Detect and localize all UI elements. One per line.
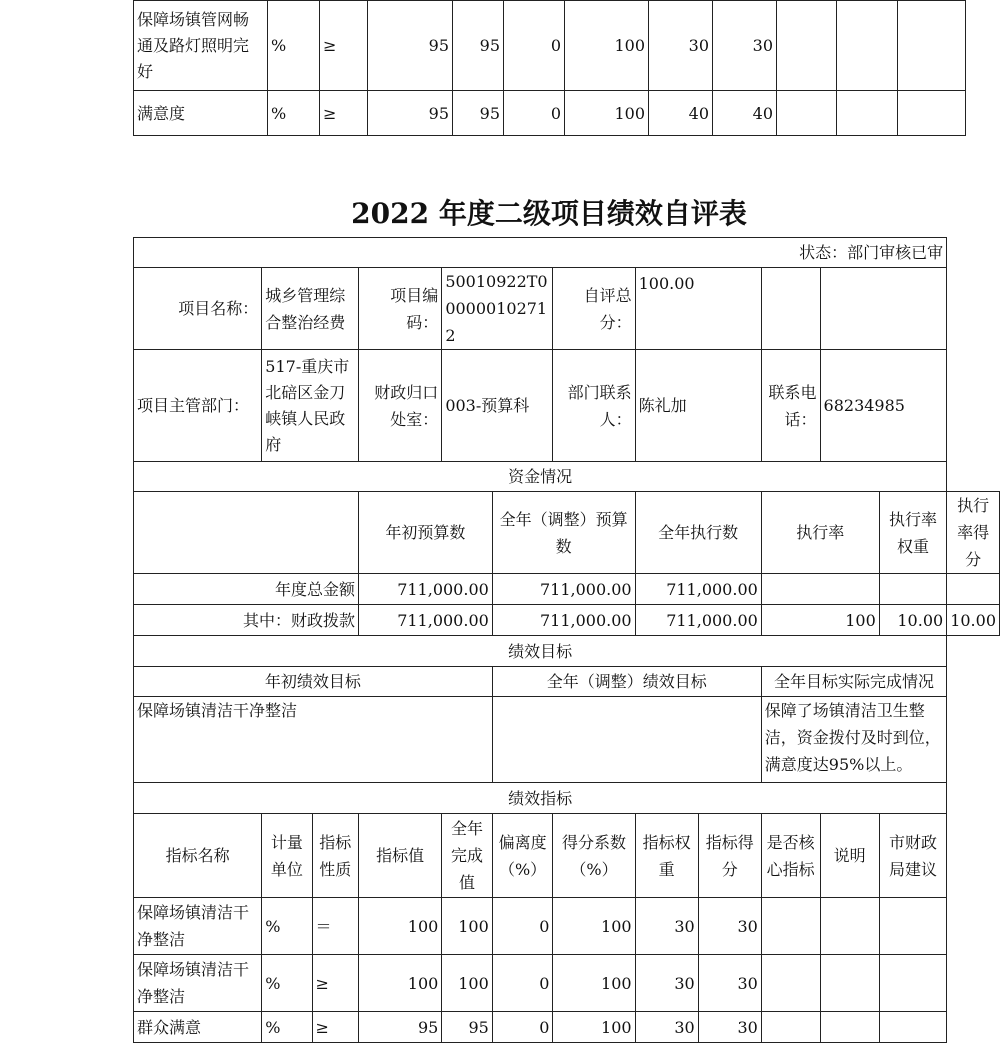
indicator-deviation: 0 [504,91,565,136]
funds-header: 全年执行数 [635,492,761,574]
indicator-core [777,1,837,91]
indicator-nature: ≥ [320,91,368,136]
empty-cell [761,268,820,350]
funds-header: 年初预算数 [359,492,493,574]
indicator-header: 指标名称 [134,814,262,898]
dept-label: 项目主管部门： [134,350,262,462]
funds-initial: 711,000.00 [359,574,493,605]
funds-initial: 711,000.00 [359,605,493,636]
indicator-name: 满意度 [134,91,268,136]
indicator-weight: 30 [649,1,713,91]
funds-adjusted: 711,000.00 [492,574,635,605]
funds-section-title: 资金情况 [134,462,947,492]
funds-weight [879,574,946,605]
indicator-header: 说明 [820,814,879,898]
phone-number: 68234985 [820,350,947,462]
indicator-header: 指标性质 [312,814,359,898]
phone-label: 联系电话： [761,350,820,462]
self-score-label: 自评总分： [553,268,635,350]
indicator-header: 市财政局建议 [879,814,946,898]
dept-info-row [134,350,1000,462]
indicator-core [777,91,837,136]
top-continuation-table [133,0,966,136]
indicator-score: 30 [698,898,761,955]
indicator-deviation: 0 [492,955,553,1012]
table-row [134,574,1000,605]
indicator-unit: % [268,1,320,91]
indicator-suggestion [879,898,946,955]
indicator-name: 保障场镇管网畅通及路灯照明完好 [134,1,268,91]
indicator-nature: ≥ [312,955,359,1012]
indicator-suggestion [879,955,946,1012]
indicator-target: 100 [359,955,442,1012]
indicator-coef: 100 [565,1,649,91]
indicator-suggestion [879,1012,946,1043]
indicators-header-row [134,814,1000,898]
indicator-name: 群众满意 [134,1012,262,1043]
indicator-unit: % [262,1012,312,1043]
funds-score: 10.00 [947,605,1000,636]
table-row [134,898,1000,955]
funds-rate [761,574,879,605]
project-name: 城乡管理综合整治经费 [262,268,359,350]
indicator-coef: 100 [553,955,635,1012]
table-row [134,605,1000,636]
funds-weight: 10.00 [879,605,946,636]
funds-header: 全年（调整）预算数 [492,492,635,574]
indicators-section-row [134,783,1000,814]
project-name-label: 项目名称： [134,268,262,350]
indicator-weight: 30 [635,955,698,1012]
funds-section-row [134,462,1000,492]
empty-cell [134,492,359,574]
indicator-actual: 95 [442,1012,492,1043]
indicator-header: 得分系数（%） [553,814,635,898]
indicator-suggestion [898,1,966,91]
indicator-unit: % [262,955,312,1012]
indicator-coef: 100 [565,91,649,136]
finance-label: 财政归口处室： [359,350,442,462]
funds-executed: 711,000.00 [635,605,761,636]
indicator-note [820,955,879,1012]
indicator-weight: 40 [649,91,713,136]
contact-name: 陈礼加 [635,350,761,462]
self-evaluation-table [133,237,1000,1043]
indicator-nature: ≥ [320,1,368,91]
indicator-core [761,898,820,955]
indicator-header: 指标值 [359,814,442,898]
goals-header: 全年目标实际完成情况 [761,667,946,697]
indicator-header: 计量单位 [262,814,312,898]
indicator-header: 全年完成值 [442,814,492,898]
indicator-actual: 95 [453,91,504,136]
table-row [134,955,1000,1012]
table-row [134,91,966,136]
funds-header: 执行率权重 [879,492,946,574]
dept-name: 517-重庆市北碚区金刀峡镇人民政府 [262,350,359,462]
indicator-header: 偏离度（%） [492,814,553,898]
indicator-score: 30 [698,955,761,1012]
indicator-header: 指标权重 [635,814,698,898]
indicator-actual: 95 [453,1,504,91]
goals-header-row [134,667,1000,697]
indicator-target: 100 [359,898,442,955]
indicator-deviation: 0 [492,1012,553,1043]
indicator-target: 95 [368,1,453,91]
indicator-score: 40 [713,91,777,136]
indicator-actual: 100 [442,955,492,1012]
indicator-core [761,955,820,1012]
indicator-unit: % [262,898,312,955]
indicator-core [761,1012,820,1043]
status-text: 状态：部门审核已审 [134,238,947,268]
indicator-note [820,898,879,955]
indicator-suggestion [898,91,966,136]
goal-initial: 保障场镇清洁干净整洁 [134,697,493,783]
funds-score [947,574,1000,605]
indicator-unit: % [268,91,320,136]
funds-header: 执行率 [761,492,879,574]
self-score: 100.00 [635,268,761,350]
goals-content-row [134,697,1000,783]
funds-adjusted: 711,000.00 [492,605,635,636]
indicator-header: 是否核心指标 [761,814,820,898]
indicator-nature: ＝ [312,898,359,955]
indicator-name: 保障场镇清洁干净整洁 [134,898,262,955]
indicator-note [837,1,898,91]
indicator-note [820,1012,879,1043]
indicator-name: 保障场镇清洁干净整洁 [134,955,262,1012]
project-code-label: 项目编码： [359,268,442,350]
indicator-weight: 30 [635,898,698,955]
project-code: 50010922T000000102712 [442,268,553,350]
indicator-target: 95 [368,91,453,136]
goals-header: 全年（调整）绩效目标 [492,667,761,697]
indicators-section-title: 绩效指标 [134,783,947,814]
goals-section-row [134,636,1000,667]
indicator-note [837,91,898,136]
empty-cell [820,268,947,350]
indicator-weight: 30 [635,1012,698,1043]
goal-adjusted [492,697,761,783]
indicator-actual: 100 [442,898,492,955]
page-title: 2022 年度二级项目绩效自评表 [351,197,747,230]
indicator-deviation: 0 [492,898,553,955]
indicator-coef: 100 [553,1012,635,1043]
project-info-row [134,268,1000,350]
finance-office: 003-预算科 [442,350,553,462]
funds-rate: 100 [761,605,879,636]
indicator-deviation: 0 [504,1,565,91]
funds-row-label: 其中：财政拨款 [134,605,359,636]
indicator-header: 指标得分 [698,814,761,898]
indicator-target: 95 [359,1012,442,1043]
indicator-score: 30 [713,1,777,91]
funds-executed: 711,000.00 [635,574,761,605]
goals-section-title: 绩效目标 [134,636,947,667]
indicator-score: 30 [698,1012,761,1043]
indicator-coef: 100 [553,898,635,955]
table-row [134,1012,1000,1043]
goal-actual: 保障了场镇清洁卫生整洁，资金拨付及时到位，满意度达95%以上。 [761,697,946,783]
contact-label: 部门联系人： [553,350,635,462]
indicator-nature: ≥ [312,1012,359,1043]
status-row [134,238,1000,268]
funds-header-row [134,492,1000,574]
table-row [134,1,966,91]
funds-row-label: 年度总金额 [134,574,359,605]
funds-header: 执行率得分 [947,492,1000,574]
goals-header: 年初绩效目标 [134,667,493,697]
